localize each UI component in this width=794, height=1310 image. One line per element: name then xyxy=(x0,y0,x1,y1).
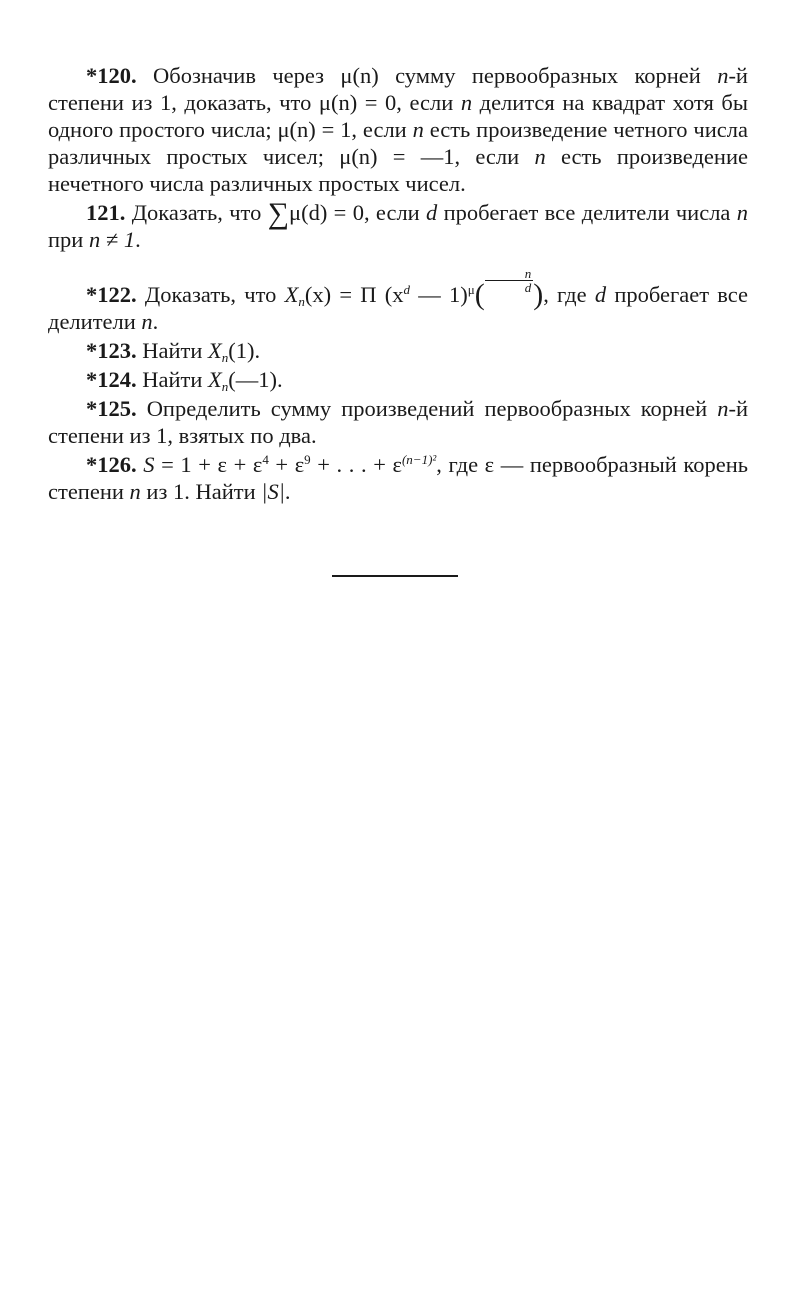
math-sup-mu: μ xyxy=(467,282,475,297)
problem-text: делится на квадрат хотя бы одного простого числа; xyxy=(48,90,748,142)
problem-text: Доказать, что xyxy=(136,282,285,307)
math-sup: 9 xyxy=(304,452,311,467)
problem-text: из 1. Найти xyxy=(140,479,262,504)
math-formula: — 1) xyxy=(410,282,468,307)
math-mu-n: μ(n) xyxy=(340,63,379,88)
problem-text: , если xyxy=(454,144,535,169)
math-var-n: n xyxy=(460,90,473,115)
problem-text: при xyxy=(48,227,89,252)
problem-text: . xyxy=(152,309,159,334)
frac-numerator: n xyxy=(524,266,532,281)
problem-text: . xyxy=(284,479,291,504)
problem-text: -й степени из 1, доказать, что xyxy=(48,63,748,115)
math-arg: (—1) xyxy=(228,367,278,392)
math-mu-zero: μ(n) = 0 xyxy=(318,90,397,115)
math-mu-minus-one: μ(n) = —1 xyxy=(339,144,455,169)
open-paren-icon: ( xyxy=(474,278,485,311)
math-var-n: n xyxy=(412,117,424,142)
problem-126 xyxy=(48,451,748,505)
math-var-n: n xyxy=(736,200,748,225)
math-var-n: n xyxy=(717,396,729,421)
math-var-n: n xyxy=(717,63,729,88)
math-sup-d: d xyxy=(403,282,410,297)
problem-text: , где xyxy=(543,282,595,307)
problem-123 xyxy=(48,337,748,364)
problem-text: сумму первообразных корней xyxy=(378,63,718,88)
problem-number: *122. xyxy=(86,282,137,307)
math-mu-d-zero: μ(d) = 0 xyxy=(289,200,364,225)
problem-page xyxy=(48,62,748,505)
math-mu-one: μ(n) = 1 xyxy=(277,117,352,142)
problem-125 xyxy=(48,395,748,449)
math-sub-n: n xyxy=(221,379,229,394)
problem-122 xyxy=(48,267,748,335)
problem-text: Найти xyxy=(136,338,209,363)
close-paren-icon: ) xyxy=(533,278,544,311)
math-formula: = 1 + ε + ε xyxy=(154,452,263,477)
problem-text: Обозначив через xyxy=(136,63,341,88)
math-formula: + ε xyxy=(268,452,305,477)
math-var-n: n xyxy=(129,479,141,504)
problem-text: , если xyxy=(396,90,461,115)
math-n-neq-1: n ≠ 1 xyxy=(88,227,136,252)
math-var-d: d xyxy=(426,200,438,225)
math-arg: (1) xyxy=(228,338,255,363)
math-var-X: X xyxy=(284,282,299,307)
math-formula: (x) = Π (x xyxy=(304,282,404,307)
math-sub-n: n xyxy=(221,350,229,365)
math-var-S: S xyxy=(143,452,155,477)
problem-text: Доказать, что xyxy=(125,200,268,225)
problem-text: -й степени из 1, взятых по два. xyxy=(48,396,748,448)
math-var-d: d xyxy=(594,282,607,307)
problem-text: пробегает все делители числа xyxy=(437,200,737,225)
frac-denominator: d xyxy=(524,280,532,295)
problem-text: . xyxy=(254,338,261,363)
math-sup: (n−1)² xyxy=(401,452,437,467)
problem-number: *126. xyxy=(86,452,137,477)
math-formula: + . . . + ε xyxy=(310,452,402,477)
problem-text: есть произведение нечетного числа различных простых чисел. xyxy=(48,144,748,196)
problem-number: *120. xyxy=(86,63,137,88)
problem-text: , где ε — первообразный корень степени xyxy=(48,452,749,504)
math-var-n: n xyxy=(141,309,153,334)
problem-text: Найти xyxy=(136,367,209,392)
sum-symbol: ∑ xyxy=(267,197,290,230)
problem-121 xyxy=(48,199,748,253)
math-var-X: X xyxy=(208,338,222,363)
problem-text: . xyxy=(135,227,141,252)
math-var-X: X xyxy=(208,367,222,392)
math-var-n: n xyxy=(534,144,546,169)
problem-text: пробегает все делители xyxy=(48,282,749,334)
math-abs-S: |S| xyxy=(261,479,285,504)
math-sup: 4 xyxy=(262,452,269,467)
problem-number: *123. xyxy=(86,338,137,363)
problem-number: *125. xyxy=(86,396,137,421)
problem-120 xyxy=(48,62,748,197)
math-sub-n: n xyxy=(298,294,305,309)
problem-124 xyxy=(48,366,748,393)
problem-text: есть произведение четного числа различных простых чисел; xyxy=(48,117,748,169)
problem-text: . xyxy=(277,367,283,392)
problem-text: Определить сумму произведений первообразных корней xyxy=(136,396,718,421)
math-fraction xyxy=(485,267,534,294)
problem-number: *124. xyxy=(86,367,137,392)
problem-number: 121. xyxy=(86,200,126,225)
problem-text: , если xyxy=(363,200,427,225)
problem-text: , если xyxy=(351,117,413,142)
section-divider xyxy=(332,575,458,577)
